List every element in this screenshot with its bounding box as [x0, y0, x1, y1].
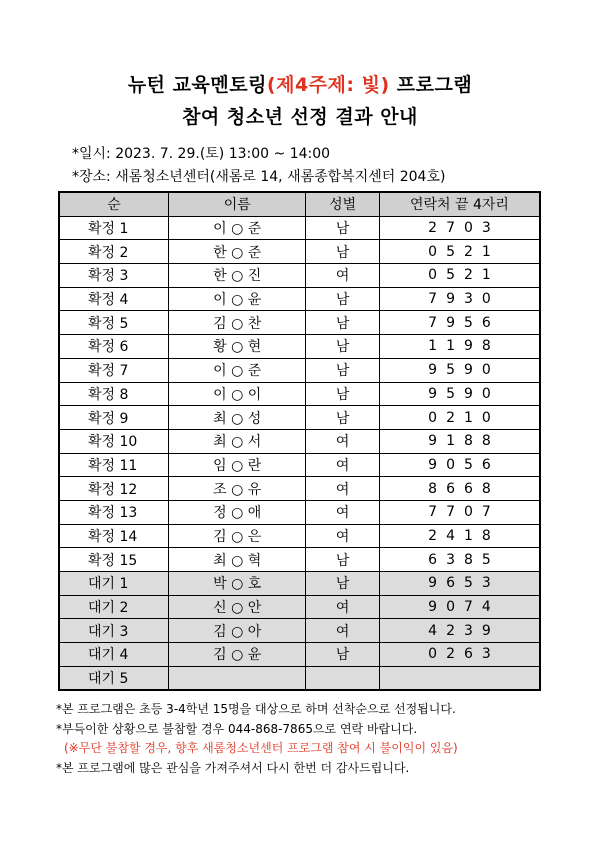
header-order: 순 — [59, 192, 169, 216]
table-row — [59, 524, 540, 548]
cell-order: 대기 3 — [59, 619, 169, 643]
cell-gender: 남 — [306, 643, 380, 667]
cell-gender: 남 — [306, 335, 380, 359]
cell-order: 확정 11 — [59, 453, 169, 477]
cell-phone: 0521 — [379, 264, 540, 288]
table-row — [59, 335, 540, 359]
cell-gender: 여 — [306, 619, 380, 643]
title-prefix: 뉴턴 교육멘토링 — [127, 74, 267, 96]
cell-order: 확정 2 — [59, 240, 169, 264]
page-subtitle: 참여 청소년 선정 결과 안내 — [182, 106, 418, 128]
cell-order: 확정 7 — [59, 358, 169, 382]
note-warning: (※무단 불참할 경우, 향후 새롬청소년센터 프로그램 참여 시 불이익이 있음) — [64, 741, 458, 755]
note-thanks: *본 프로그램에 많은 관심을 가져주셔서 다시 한번 더 감사드립니다. — [56, 760, 410, 775]
cell-order: 확정 15 — [59, 548, 169, 572]
cell-gender: 여 — [306, 524, 380, 548]
cell-phone: 0521 — [379, 240, 540, 264]
cell-gender: 남 — [306, 287, 380, 311]
table-row — [59, 548, 540, 572]
cell-name: 김 ○ 아 — [169, 619, 306, 643]
table-row — [59, 572, 540, 596]
page-title — [0, 70, 600, 97]
cell-order: 대기 4 — [59, 643, 169, 667]
table-row — [59, 429, 540, 453]
table-header-row — [59, 192, 540, 216]
cell-name: 임 ○ 란 — [169, 453, 306, 477]
cell-gender: 여 — [306, 500, 380, 524]
cell-phone — [379, 666, 540, 690]
cell-phone: 4239 — [379, 619, 540, 643]
header-gender: 성별 — [306, 192, 380, 216]
cell-order: 대기 5 — [59, 666, 169, 690]
cell-phone: 9590 — [379, 382, 540, 406]
cell-order: 확정 13 — [59, 500, 169, 524]
cell-phone: 6385 — [379, 548, 540, 572]
cell-gender: 남 — [306, 548, 380, 572]
cell-order: 확정 3 — [59, 264, 169, 288]
notes — [56, 700, 458, 778]
cell-gender: 남 — [306, 382, 380, 406]
table-row — [59, 666, 540, 690]
table-row — [59, 453, 540, 477]
cell-order: 대기 2 — [59, 595, 169, 619]
cell-gender: 남 — [306, 572, 380, 596]
cell-order: 확정 1 — [59, 216, 169, 240]
cell-gender — [306, 666, 380, 690]
cell-phone: 9074 — [379, 595, 540, 619]
event-place: *장소: 새롬청소년센터(새롬로 14, 새롬종합복지센터 204호) — [72, 169, 446, 185]
cell-gender: 남 — [306, 311, 380, 335]
title-topic: (제4주제: 빛) — [266, 74, 390, 96]
cell-name: 황 ○ 현 — [169, 335, 306, 359]
cell-gender: 여 — [306, 264, 380, 288]
table-row — [59, 500, 540, 524]
table-row — [59, 240, 540, 264]
cell-order: 확정 8 — [59, 382, 169, 406]
table-row — [59, 287, 540, 311]
cell-name: 최 ○ 혁 — [169, 548, 306, 572]
cell-order: 확정 5 — [59, 311, 169, 335]
cell-order: 확정 4 — [59, 287, 169, 311]
cell-order: 확정 14 — [59, 524, 169, 548]
cell-name — [169, 666, 306, 690]
results-table — [58, 191, 541, 691]
cell-name: 이 ○ 준 — [169, 358, 306, 382]
cell-phone: 1198 — [379, 335, 540, 359]
cell-name: 김 ○ 찬 — [169, 311, 306, 335]
table-row — [59, 406, 540, 430]
cell-phone: 8668 — [379, 477, 540, 501]
cell-order: 확정 12 — [59, 477, 169, 501]
cell-name: 박 ○ 호 — [169, 572, 306, 596]
cell-gender: 남 — [306, 358, 380, 382]
cell-gender: 여 — [306, 429, 380, 453]
cell-phone: 7956 — [379, 311, 540, 335]
cell-name: 김 ○ 은 — [169, 524, 306, 548]
cell-phone: 0210 — [379, 406, 540, 430]
cell-name: 정 ○ 애 — [169, 500, 306, 524]
table-row — [59, 311, 540, 335]
table-body — [59, 216, 540, 690]
note-contact: *부득이한 상황으로 불참할 경우 044-868-7865으로 연락 바랍니다. — [56, 721, 418, 736]
title-suffix: 프로그램 — [389, 74, 473, 96]
cell-order: 대기 1 — [59, 572, 169, 596]
cell-order: 확정 9 — [59, 406, 169, 430]
cell-phone: 0263 — [379, 643, 540, 667]
cell-phone: 7930 — [379, 287, 540, 311]
cell-gender: 여 — [306, 595, 380, 619]
cell-gender: 남 — [306, 240, 380, 264]
table-row — [59, 216, 540, 240]
cell-phone: 2703 — [379, 216, 540, 240]
header-phone: 연락처 끝 4자리 — [379, 192, 540, 216]
cell-name: 김 ○ 윤 — [169, 643, 306, 667]
cell-name: 신 ○ 안 — [169, 595, 306, 619]
cell-gender: 여 — [306, 477, 380, 501]
cell-gender: 여 — [306, 453, 380, 477]
cell-phone: 7707 — [379, 500, 540, 524]
cell-phone: 2418 — [379, 524, 540, 548]
table-row — [59, 619, 540, 643]
note-eligibility: *본 프로그램은 초등 3-4학년 15명을 대상으로 하며 선착순으로 선정됩니다. — [56, 702, 456, 716]
cell-phone: 9653 — [379, 572, 540, 596]
cell-name: 이 ○ 윤 — [169, 287, 306, 311]
table-row — [59, 264, 540, 288]
cell-phone: 9590 — [379, 358, 540, 382]
cell-name: 한 ○ 진 — [169, 264, 306, 288]
cell-order: 확정 10 — [59, 429, 169, 453]
cell-name: 한 ○ 준 — [169, 240, 306, 264]
cell-name: 이 ○ 준 — [169, 216, 306, 240]
cell-name: 이 ○ 이 — [169, 382, 306, 406]
cell-phone: 9056 — [379, 453, 540, 477]
event-date: *일시: 2023. 7. 29.(토) 13:00 ~ 14:00 — [72, 146, 331, 162]
header-name: 이름 — [169, 192, 306, 216]
table-row — [59, 382, 540, 406]
table-row — [59, 643, 540, 667]
cell-order: 확정 6 — [59, 335, 169, 359]
table-row — [59, 595, 540, 619]
cell-gender: 남 — [306, 406, 380, 430]
cell-gender: 남 — [306, 216, 380, 240]
cell-name: 최 ○ 서 — [169, 429, 306, 453]
cell-phone: 9188 — [379, 429, 540, 453]
table-row — [59, 477, 540, 501]
cell-name: 최 ○ 성 — [169, 406, 306, 430]
table-row — [59, 358, 540, 382]
cell-name: 조 ○ 유 — [169, 477, 306, 501]
